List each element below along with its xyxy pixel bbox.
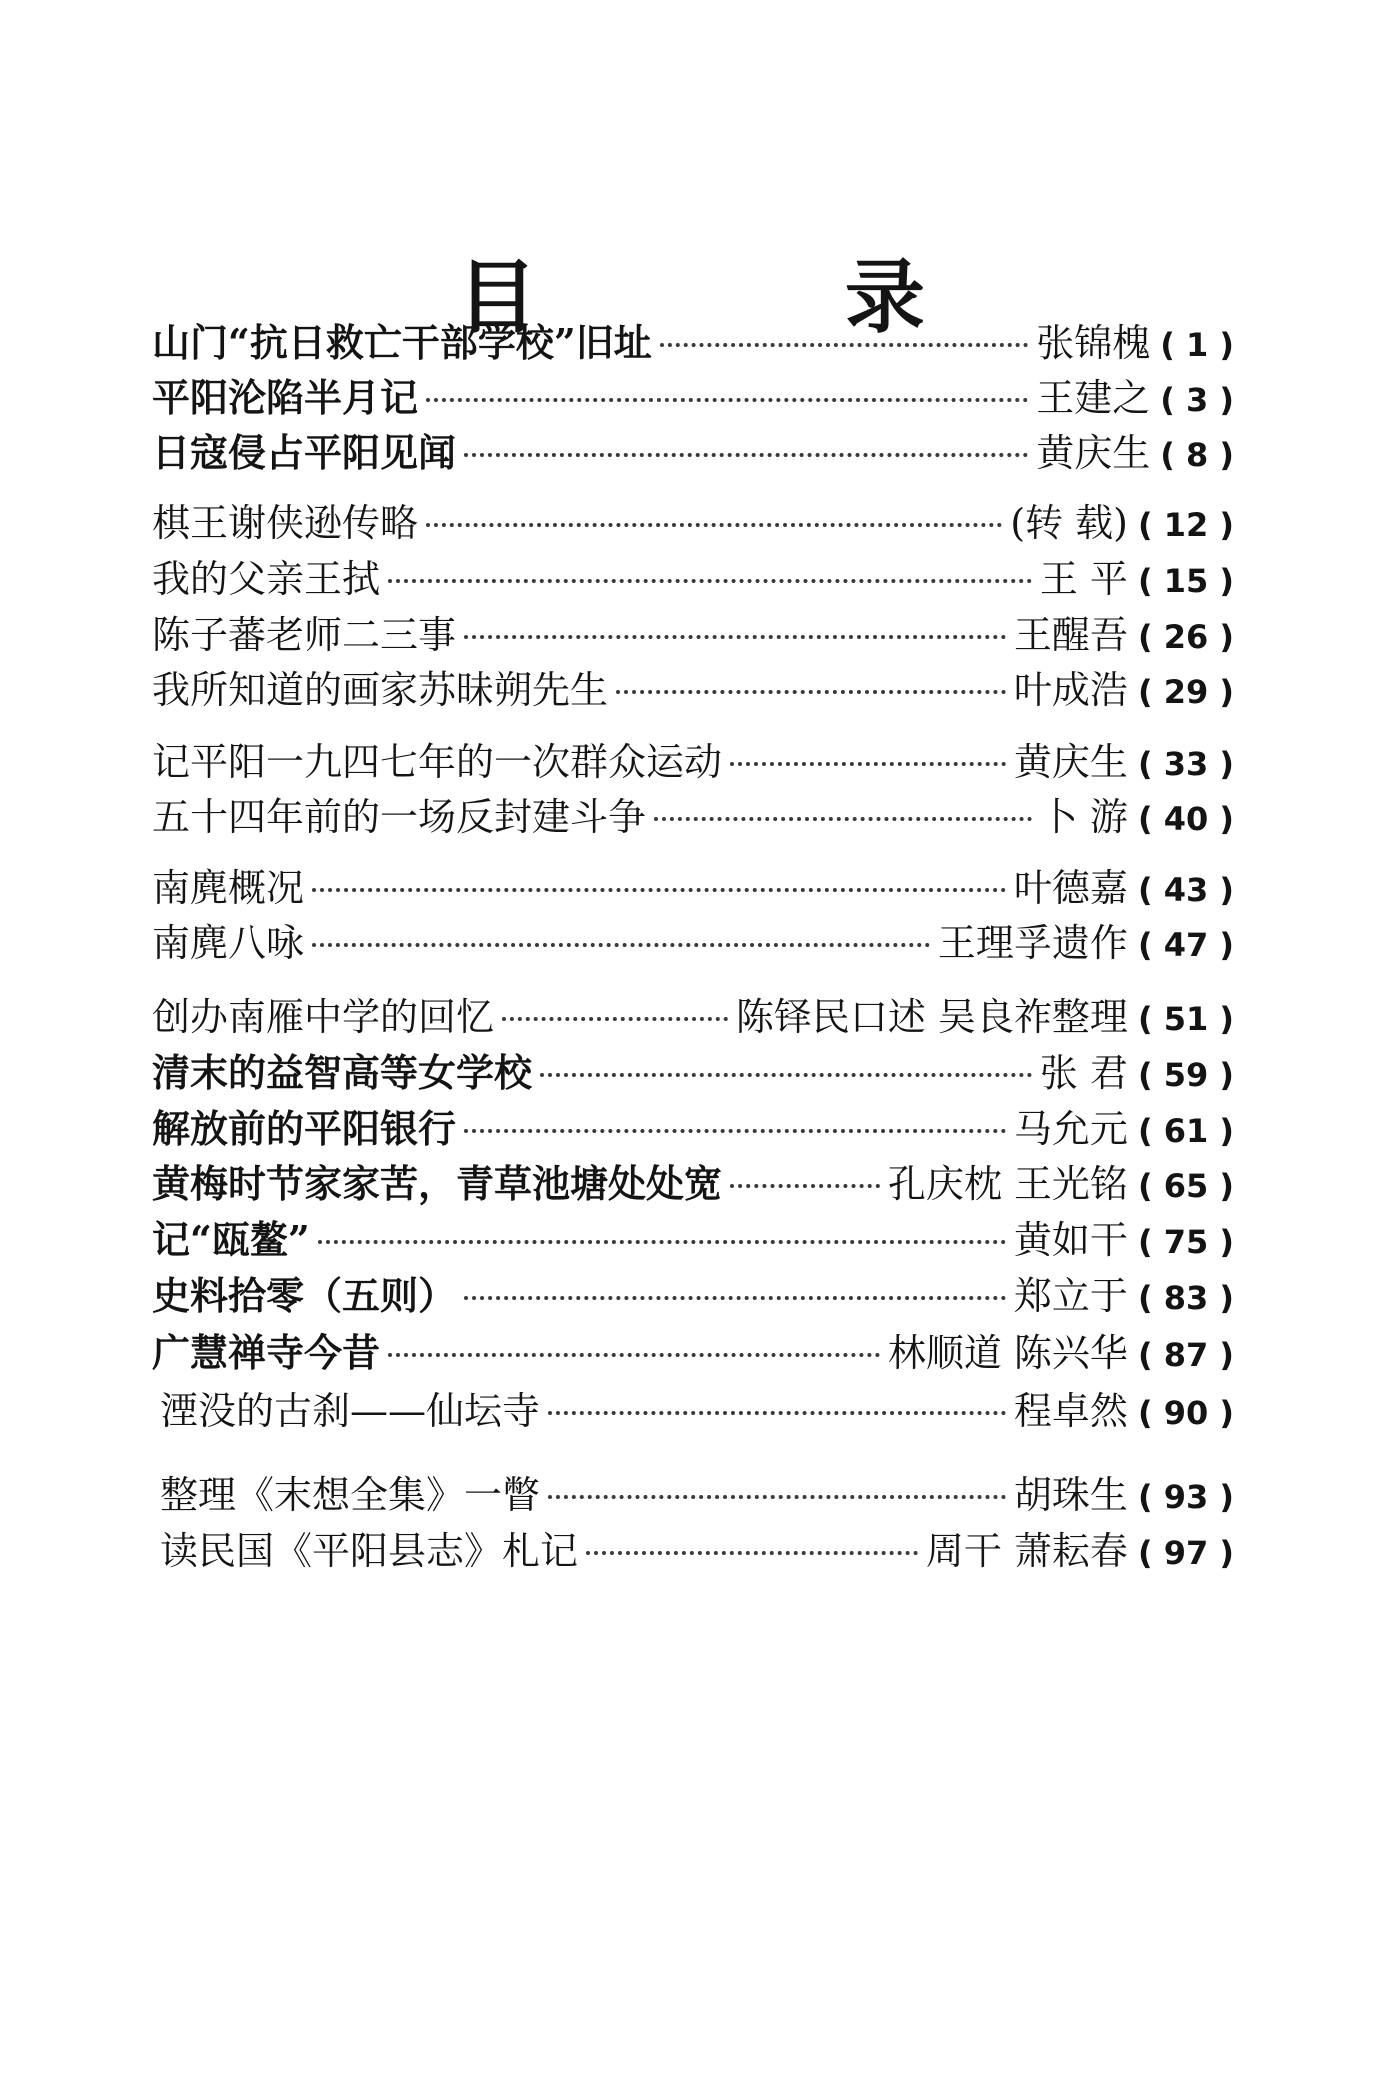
entry-title: 读民国《平阳县志》札记 (160, 1529, 579, 1573)
entry-title: 我的父亲王拭 (152, 557, 381, 601)
entry-page: ( 33 ) (1137, 745, 1234, 783)
entry-title: 记“瓯鳌” (152, 1217, 310, 1262)
entry-page: ( 47 ) (1137, 926, 1234, 964)
toc-entry-12 (152, 992, 1234, 1044)
entry-title: 广慧禅寺今昔 (152, 1330, 381, 1375)
toc-entry-8 (152, 737, 1234, 789)
entry-page: ( 8 ) (1160, 436, 1234, 474)
toc-entry-6 (152, 610, 1234, 662)
entry-author: 马允元 (1013, 1107, 1128, 1151)
dot-leader (654, 817, 1032, 821)
entry-title: 史料拾零（五则） (152, 1273, 457, 1318)
entry-page: ( 59 ) (1137, 1056, 1234, 1094)
dot-leader (312, 888, 1006, 892)
toc-entry-18 (152, 1328, 1234, 1380)
entry-author: 郑立于 (1013, 1274, 1128, 1318)
dot-leader (730, 1184, 880, 1188)
entry-page: ( 26 ) (1137, 618, 1234, 656)
entry-page: ( 3 ) (1160, 381, 1234, 419)
entry-author: 王 平 (1039, 557, 1128, 601)
entry-author: 程卓然 (1013, 1389, 1128, 1433)
entry-title: 清末的益智高等女学校 (152, 1050, 533, 1095)
toc-entry-20 (160, 1470, 1234, 1522)
toc-entry-4 (152, 498, 1234, 550)
toc-entry-1 (152, 318, 1234, 370)
entry-page: ( 97 ) (1137, 1534, 1234, 1572)
toc-entry-14 (152, 1104, 1234, 1156)
dot-leader (660, 343, 1028, 347)
entry-title: 解放前的平阳银行 (152, 1106, 457, 1151)
entry-page: ( 40 ) (1137, 800, 1234, 838)
entry-page: ( 43 ) (1137, 871, 1234, 909)
dot-leader (464, 453, 1028, 457)
entry-title: 五十四年前的一场反封建斗争 (152, 795, 647, 839)
entry-page: ( 61 ) (1137, 1112, 1234, 1150)
toc-entry-10 (152, 863, 1234, 915)
page-title: 目 录 (457, 251, 1065, 344)
dot-leader (312, 943, 930, 947)
dot-leader (388, 1353, 880, 1357)
entry-title: 整理《末想全集》一瞥 (160, 1473, 541, 1517)
dot-leader (388, 579, 1032, 583)
entry-author: 张锦槐 (1036, 321, 1151, 365)
dot-leader (464, 1296, 1006, 1300)
entry-author: 黄庆生 (1013, 740, 1128, 784)
entry-author: 王建之 (1036, 376, 1151, 420)
dot-leader (616, 690, 1006, 694)
entry-page: ( 12 ) (1137, 506, 1234, 544)
toc-entry-3 (152, 428, 1234, 480)
entry-author: 叶成浩 (1013, 668, 1128, 712)
dot-leader (540, 1073, 1032, 1077)
entry-page: ( 93 ) (1137, 1478, 1234, 1516)
entry-page: ( 51 ) (1137, 1000, 1234, 1038)
toc-entry-11 (152, 918, 1234, 970)
entry-title: 湮没的古刹——仙坛寺 (160, 1389, 541, 1433)
dot-leader (464, 635, 1006, 639)
entry-title: 我所知道的画家苏昧朔先生 (152, 668, 609, 712)
dot-leader (426, 398, 1028, 402)
entry-title: 棋王谢侠逊传略 (152, 501, 419, 545)
toc-entry-15 (152, 1159, 1234, 1211)
entry-title: 南麂八咏 (152, 921, 305, 965)
entry-author: 陈铎民口述 吴良祚整理 (735, 995, 1128, 1039)
entry-title: 黄梅时节家家苦，青草池塘处处宽 (152, 1161, 723, 1206)
dot-leader (730, 762, 1006, 766)
toc-entry-2 (152, 373, 1234, 425)
dot-leader (502, 1017, 728, 1021)
entry-page: ( 29 ) (1137, 673, 1234, 711)
entry-author: 林顺道 陈兴华 (887, 1331, 1128, 1375)
entry-page: ( 1 ) (1160, 326, 1234, 364)
entry-page: ( 65 ) (1137, 1167, 1234, 1205)
dot-leader (426, 523, 1002, 527)
entry-author: 卜 游 (1039, 795, 1128, 839)
toc-entry-5 (152, 554, 1234, 606)
entry-author: 张 君 (1039, 1051, 1128, 1095)
entry-author: 胡珠生 (1013, 1473, 1128, 1517)
dot-leader (548, 1495, 1006, 1499)
entry-title: 记平阳一九四七年的一次群众运动 (152, 740, 723, 784)
entry-author: 周干 萧耘春 (925, 1529, 1128, 1573)
entry-author: 叶德嘉 (1013, 866, 1128, 910)
entry-page: ( 83 ) (1137, 1279, 1234, 1317)
entry-title: 平阳沦陷半月记 (152, 375, 419, 420)
toc-entry-13 (152, 1048, 1234, 1100)
toc-entry-16 (152, 1215, 1234, 1267)
entry-author: 王理孚遗作 (937, 921, 1128, 965)
entry-page: ( 15 ) (1137, 562, 1234, 600)
entry-author: 王醒吾 (1013, 613, 1128, 657)
toc-entry-21 (160, 1526, 1234, 1578)
entry-author: 黄如干 (1013, 1218, 1128, 1262)
dot-leader (586, 1551, 918, 1555)
entry-title: 创办南雁中学的回忆 (152, 995, 495, 1039)
entry-page: ( 87 ) (1137, 1336, 1234, 1374)
dot-leader (548, 1411, 1006, 1415)
toc-entry-7 (152, 665, 1234, 717)
toc-entry-17 (152, 1271, 1234, 1323)
entry-title: 陈子蕃老师二三事 (152, 613, 457, 657)
dot-leader (464, 1129, 1006, 1133)
entry-author: 孔庆枕 王光铭 (887, 1162, 1128, 1206)
entry-title: 南麂概况 (152, 866, 305, 910)
entry-page: ( 75 ) (1137, 1223, 1234, 1261)
entry-author: (转 载) (1010, 501, 1128, 545)
dot-leader (318, 1240, 1006, 1244)
entry-page: ( 90 ) (1137, 1394, 1234, 1432)
entry-title: 日寇侵占平阳见闻 (152, 430, 457, 475)
entry-title: 山门“抗日救亡干部学校”旧址 (152, 320, 652, 365)
entry-author: 黄庆生 (1036, 431, 1151, 475)
toc-entry-9 (152, 792, 1234, 844)
toc-entry-19 (160, 1386, 1234, 1438)
